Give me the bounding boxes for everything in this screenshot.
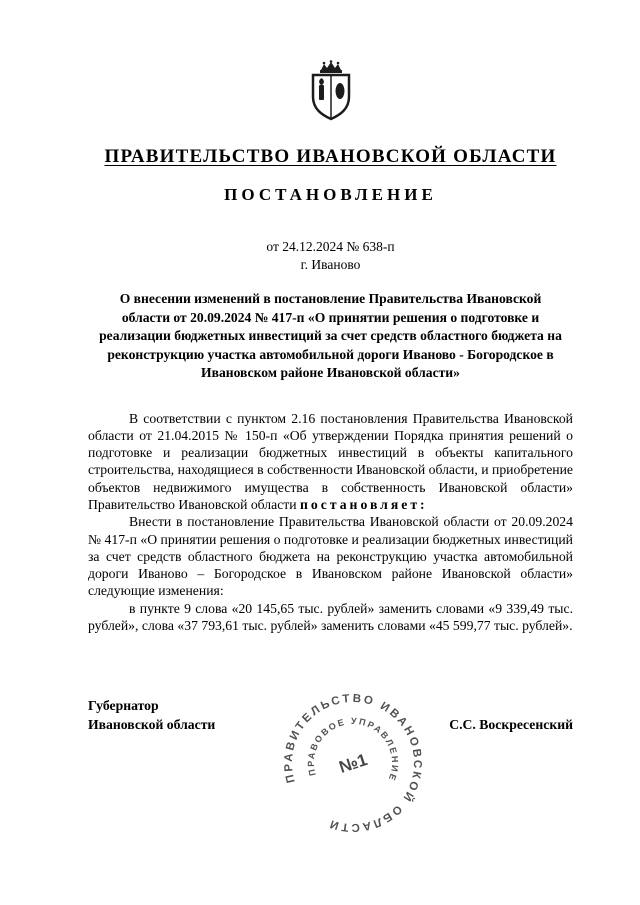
emblem-crown [320,60,342,73]
body-paragraph-2: Внести в постановление Правительства Ивановской области от 20.09.2024 № 417-п «О принятии решения о подготовке и реализации бюджетных инвестиций за счет средств областного бюджета на реконструкцию участка автомобильной дороги Иваново – Богородское в Ивановском районе Ивановской области» следующие изменения: [88,514,573,599]
doc-date-number: от 24.12.2024 № 638-п [266,239,395,254]
org-title: ПРАВИТЕЛЬСТВО ИВАНОВСКОЙ ОБЛАСТИ [104,146,557,167]
paragraph-1-text: В соответствии с пунктом 2.16 постановления Правительства Ивановской области от 21.04.2015 № 150-п «Об утверждении Порядка принятия решений о подготовке и реализации бюджетных инвестиций в объекты капитального строительства, находящиеся в собственности Ивановской области, и приобретение объектов недвижимого имущества в собственность Ивановской области» Правительство Ивановской области [88,410,573,512]
signature-block [88,696,573,734]
doc-type-title: ПОСТАНОВЛЕНИЕ [224,185,437,204]
resolve-word: постановляет: [300,496,428,512]
body-paragraph-1 [88,410,573,514]
coat-of-arms-icon [303,60,359,122]
body-paragraph-3: в пункте 9 слова «20 145,65 тыс. рублей» заменить словами «9 339,49 тыс. рублей», слова «37 793,61 тыс. рублей» заменить словами «45 599,77 тыс. рублей». [88,600,573,634]
doc-city: г. Иваново [300,257,361,272]
stamp-number: №1 [336,750,370,777]
coat-of-arms [88,60,573,124]
signer-title-line1: Губернатор [88,698,159,714]
stamp-inner-text: ПРАВОВОЕ УПРАВЛЕНИЕ [305,715,401,784]
signer-title-line2: Ивановской области [88,717,216,733]
emblem-shield [313,75,349,119]
doc-subject: О внесении изменений в постановление Правительства Ивановской области от 20.09.2024 № 417-п «О принятии решения о подготовке и реализации бюджетных инвестиций за счет средств областного бюджета на реконструкцию участка автомобильной дороги Иваново - Богородское в Ивановском районе Ивановской области» [99,291,562,380]
signer-name: С.С. Воскресенский [449,717,573,733]
signer-title [88,696,215,734]
stamp-outer-text: ПРАВИТЕЛЬСТВО ИВАНОВСКОЙ ОБЛАСТИ [282,692,424,834]
